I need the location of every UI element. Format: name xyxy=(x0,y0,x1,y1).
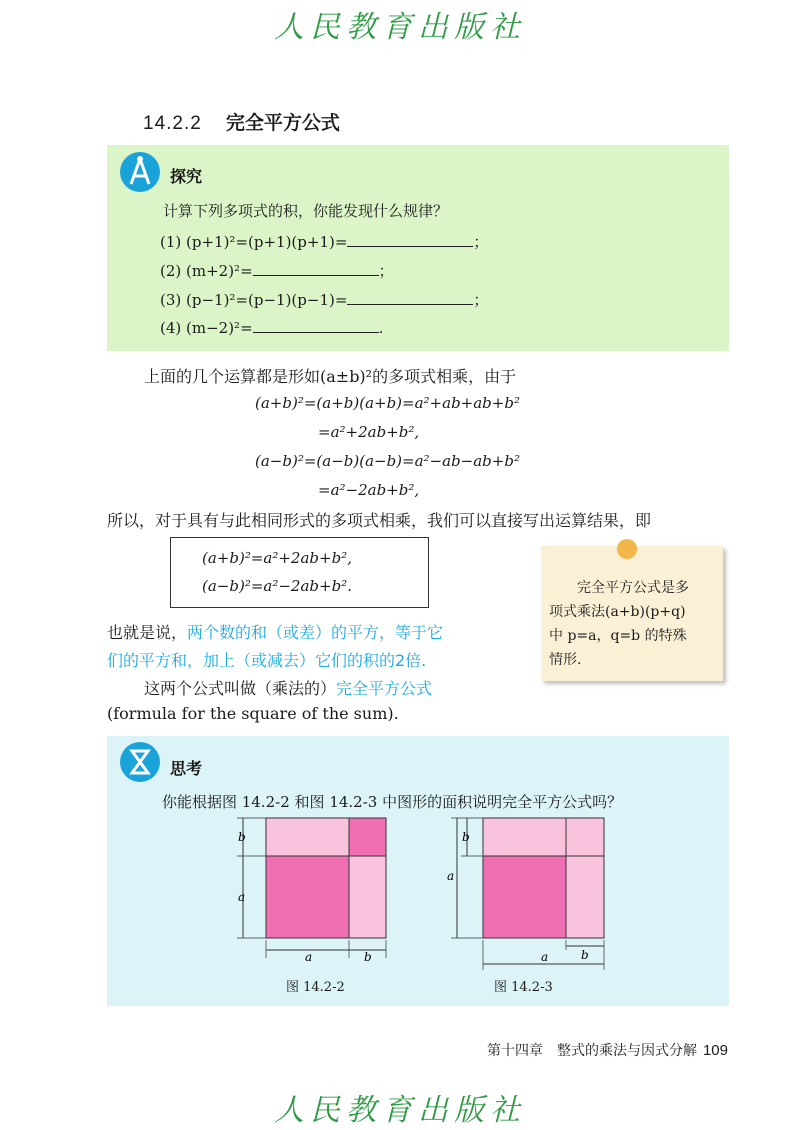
footer-watermark: 人民教育出版社 xyxy=(274,1093,526,1128)
fig1-a-horizontal-label: a xyxy=(305,950,313,964)
answer-blank-3[interactable] xyxy=(347,290,473,305)
statement-highlight-2: 们的平方和，加上（或减去）它们的积的2倍. xyxy=(107,651,427,670)
fig2-b-vertical-label: b xyxy=(462,830,470,844)
explore-label: 探究 xyxy=(170,167,203,186)
explore-badge-icon xyxy=(120,152,160,192)
derivation-conclusion: 所以，对于具有与此相同形式的多项式相乘，我们可以直接写出运算结果，即 xyxy=(107,511,652,530)
statement-highlight-1: 两个数的和（或差）的平方，等于它 xyxy=(187,623,444,642)
derivation-intro: 上面的几个运算都是形如(a±b)²的多项式相乘，由于 xyxy=(144,367,517,386)
fig1-a-square xyxy=(266,856,349,938)
derivation-line-4: =a²−2ab+b², xyxy=(318,481,420,499)
fig1-b-horizontal-label: b xyxy=(364,950,372,964)
formula-difference: (a−b)²=a²−2ab+b². xyxy=(202,577,352,595)
pin-icon xyxy=(617,539,637,559)
section-name: 完全平方公式 xyxy=(225,112,340,134)
section-title xyxy=(143,108,340,135)
fig1-b-vertical-label: b xyxy=(238,830,246,844)
formula-name-highlight: 完全平方公式 xyxy=(336,679,433,698)
answer-blank-2[interactable] xyxy=(253,261,379,276)
fig2-a-vertical-label: a xyxy=(447,869,455,883)
derivation-line-3: (a−b)²=(a−b)(a−b)=a²−ab−ab+b² xyxy=(255,452,520,470)
formula-english-name: (formula for the square of the sum). xyxy=(107,704,399,723)
explore-item-1: (1) (p+1)²=(p+1)(p+1)= ； xyxy=(160,233,489,251)
explore-item-2: (2) (m+2)²= ； xyxy=(160,262,394,280)
chapter-title: 第十四章 整式的乘法与因式分解 xyxy=(486,1043,697,1059)
explore-item-4: (4) (m−2)²= . xyxy=(160,319,384,337)
side-note-text: 完全平方公式是多 项式乘法(a+b)(p+q) 中 p=a，q=b 的特殊 情形. xyxy=(549,580,689,668)
fig2-a-horizontal-label: a xyxy=(541,950,549,964)
figure-14-2-3 xyxy=(443,808,618,973)
think-label: 思考 xyxy=(170,759,203,778)
fig2-caption: 图 14.2-3 xyxy=(494,980,553,995)
answer-blank-1[interactable] xyxy=(347,232,473,247)
header-watermark: 人民教育出版社 xyxy=(274,10,526,45)
derivation-line-1: (a+b)²=(a+b)(a+b)=a²+ab+ab+b² xyxy=(255,394,520,412)
explore-question: 计算下列多项式的积，你能发现什么规律？ xyxy=(163,202,449,220)
think-question: 你能根据图 14.2-2 和图 14.2-3 中图形的面积说明完全平方公式吗？ xyxy=(162,793,623,811)
explore-item-3: (3) (p−1)²=(p−1)(p−1)= ； xyxy=(160,291,489,309)
fig1-b-square xyxy=(349,818,386,856)
statement-line-1: 也就是说，两个数的和（或差）的平方，等于它 xyxy=(107,623,444,642)
fig1-a-vertical-label: a xyxy=(238,890,246,904)
fig1-caption: 图 14.2-2 xyxy=(286,980,345,995)
section-number: 14.2.2 xyxy=(143,113,202,134)
think-badge-icon xyxy=(120,742,160,782)
page-footer xyxy=(487,1040,728,1060)
formula-sum: (a+b)²=a²+2ab+b², xyxy=(202,549,352,567)
answer-blank-4[interactable] xyxy=(253,318,379,333)
page-number: 109 xyxy=(702,1042,728,1059)
fig2-a-minus-b-square xyxy=(483,856,566,938)
fig2-b-horizontal-label: b xyxy=(581,948,589,962)
formula-box xyxy=(170,537,429,608)
derivation-line-2: =a²+2ab+b², xyxy=(318,423,420,441)
figure-14-2-2 xyxy=(225,808,395,973)
formula-naming: 这两个公式叫做（乘法的）完全平方公式 xyxy=(144,679,433,698)
